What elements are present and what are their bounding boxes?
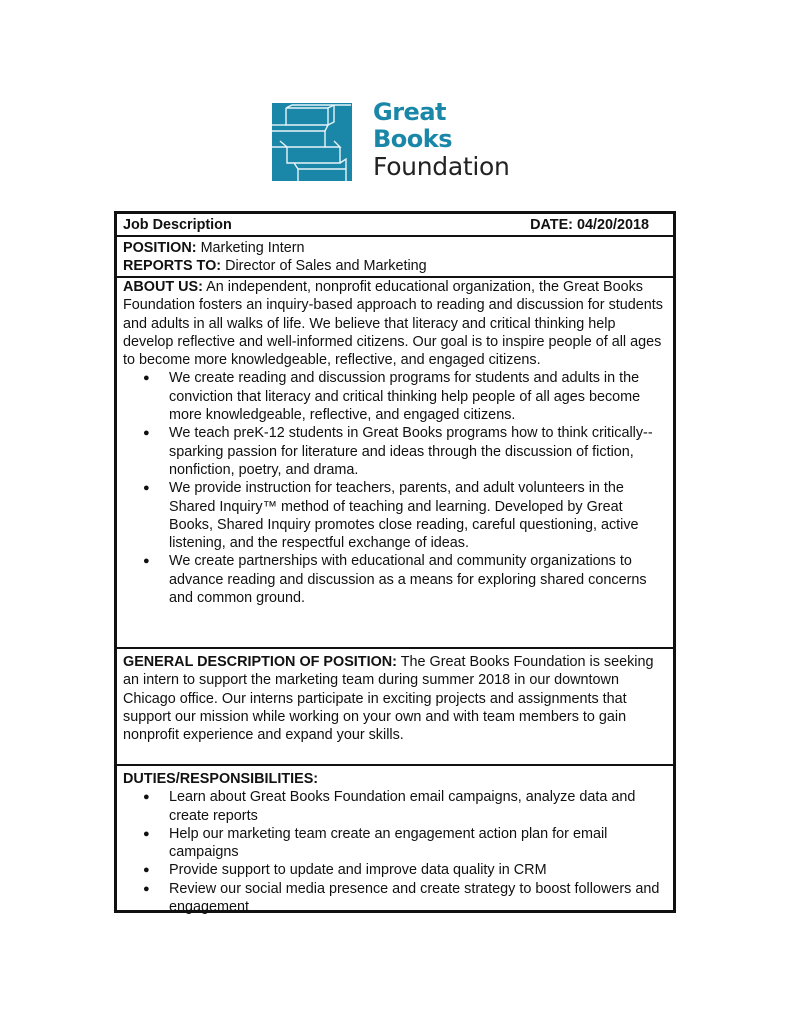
list-item-text: Help our marketing team create an engagement action plan for email campaigns (169, 825, 608, 861)
list-item-text: We create reading and discussion programs for students and adults in the conviction that literacy and critical thinking help people of all ages become more knowledgeable, reflective, and engaged citizens. (169, 370, 641, 424)
bullet-icon: ● (143, 427, 150, 440)
document-date: DATE: 04/20/2018 (530, 217, 649, 233)
list-item-text: Provide support to update and improve data quality in CRM (169, 862, 547, 879)
bullet-icon: ● (143, 372, 150, 385)
about-us-list (123, 369, 667, 607)
document-title: Job Description (123, 217, 232, 233)
list-item (143, 825, 667, 862)
position-line (123, 239, 667, 257)
bullet-icon: ● (143, 791, 150, 804)
reports-to-value: Director of Sales and Marketing (225, 258, 427, 275)
general-description-label: GENERAL DESCRIPTION OF POSITION: (123, 654, 397, 670)
list-item (143, 788, 667, 825)
duties-section (117, 766, 673, 916)
list-item (143, 369, 667, 424)
position-row (117, 237, 673, 278)
duties-list (123, 788, 667, 916)
job-description-table (114, 211, 676, 916)
logo-wordmark (373, 99, 510, 180)
list-item (143, 552, 667, 607)
general-description-text: The Great Books Foundation is seeking an intern to support the marketing team during summer 2018 in our downtown Chicago office. Our interns participate in exciting projects and assignments that support our mission while working on your own and with team members to gain nonprofit experience and expand your skills. (123, 654, 654, 744)
header-row (117, 214, 673, 237)
general-description-section (117, 649, 673, 766)
reports-to-label: REPORTS TO: (123, 258, 222, 275)
list-item-text: We provide instruction for teachers, parents, and adult volunteers in the Shared Inquiry™ method of teaching and learning. Developed by Great Books, Shared Inquiry promotes close reading, careful questioning, active listening, and the respectful exchange of ideas. (169, 480, 639, 552)
list-item (143, 861, 667, 879)
about-us-section (117, 278, 673, 649)
logo-great-text: Great (373, 98, 446, 126)
bullet-icon: ● (143, 864, 150, 877)
position-label: POSITION: (123, 240, 197, 256)
great-books-foundation-logo (272, 98, 512, 183)
about-us-label: ABOUT US: (123, 279, 203, 295)
position-value: Marketing Intern (200, 240, 305, 256)
logo-books-text: Books (373, 125, 453, 153)
bullet-icon: ● (143, 482, 150, 495)
about-us-paragraph (123, 278, 667, 369)
list-item-text: Learn about Great Books Foundation email campaigns, analyze data and create reports (169, 789, 636, 824)
reports-to-line (123, 257, 667, 275)
about-us-text: An independent, nonprofit educational organization, the Great Books Foundation fosters an inquiry-based approach to reading and discussion for students and adults in all walks of life. We believe that literacy and critical thinking help develop reflective and well-informed citizens. Our goal is to inspire people of all ages to become more knowledgeable, reflective, and engaged citizens. (123, 279, 663, 369)
bullet-icon: ● (143, 555, 150, 568)
duties-label: DUTIES/RESPONSIBILITIES: (123, 771, 319, 787)
bullet-icon: ● (143, 827, 150, 840)
list-item-text: We create partnerships with educational and community organizations to advance reading and discussion as a means for exploring shared concerns and common ground. (169, 553, 647, 607)
list-item (143, 424, 667, 479)
list-item-text: Review our social media presence and create strategy to boost followers and engagement (169, 880, 660, 916)
stairs-logo-icon (272, 103, 352, 181)
logo-foundation-text: Foundation (373, 152, 510, 181)
list-item-text: We teach preK-12 students in Great Books programs how to think critically--sparking passion for literature and ideas through the discussion of fiction, nonfiction, poetry, and drama. (169, 425, 653, 478)
bullet-icon: ● (143, 882, 150, 895)
list-item (143, 880, 667, 917)
list-item (143, 479, 667, 552)
